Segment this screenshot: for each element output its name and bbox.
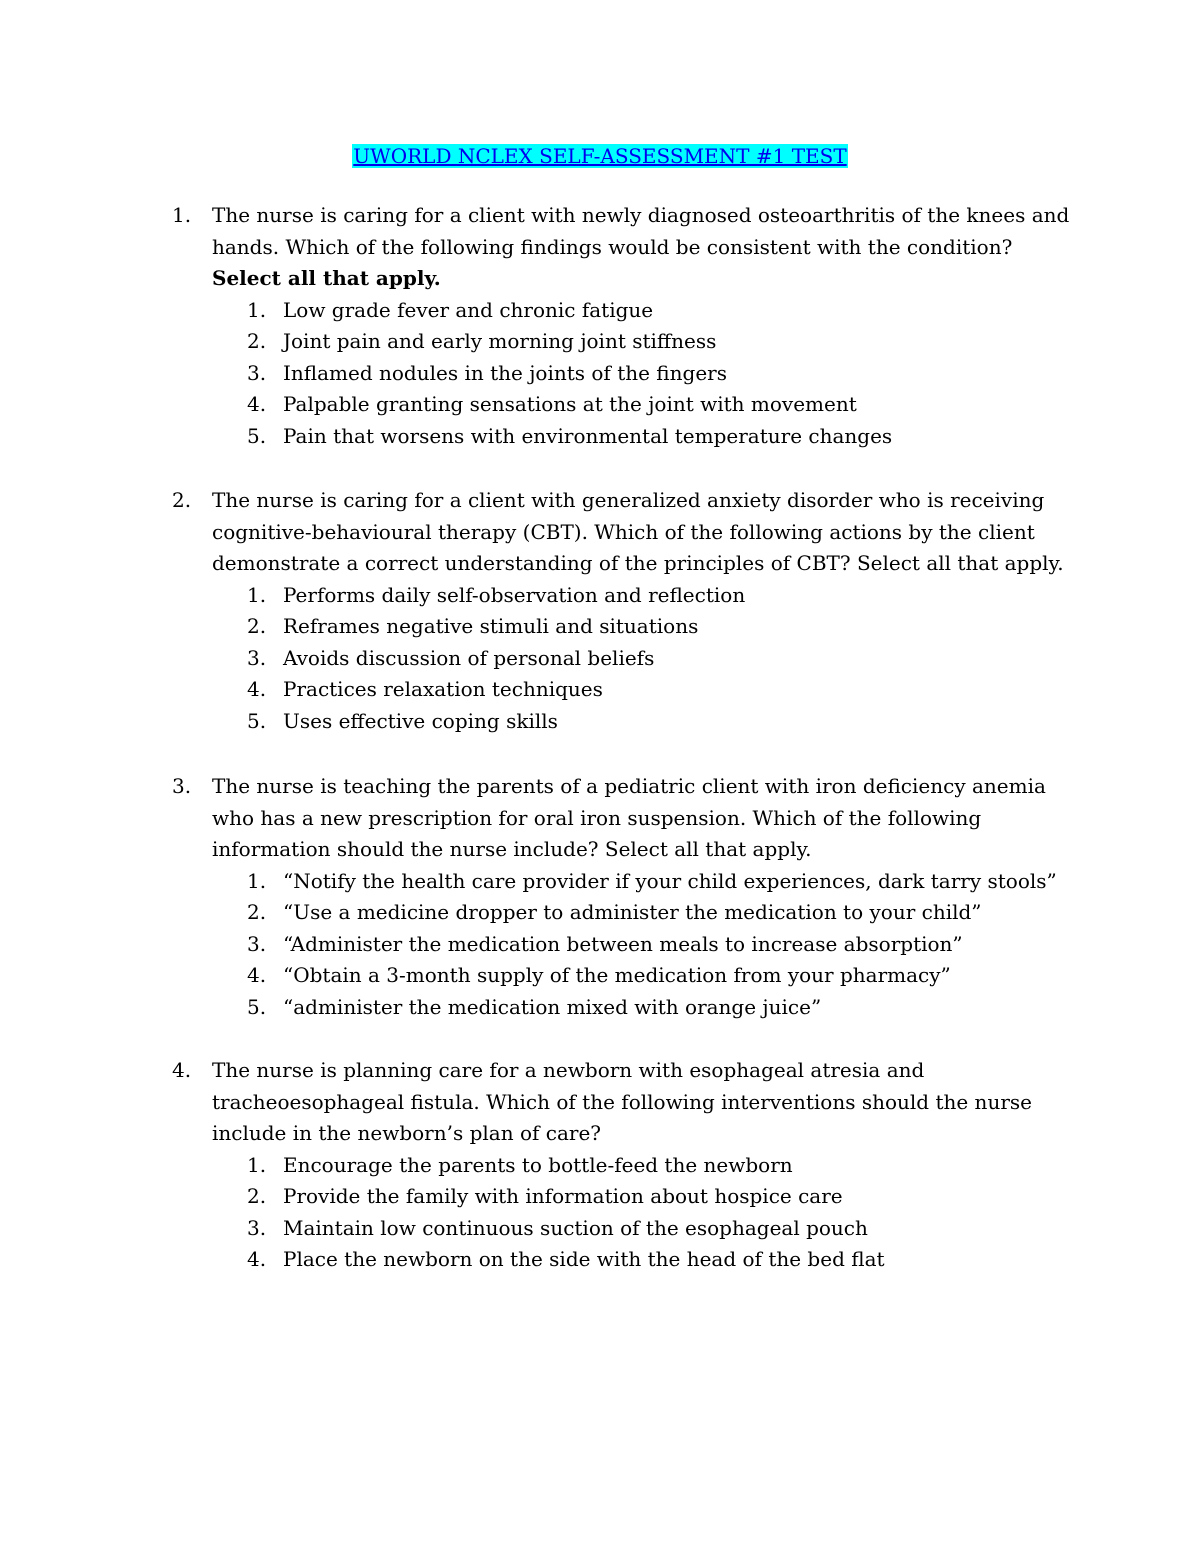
question-text-line: The nurse is caring for a client with newly diagnosed osteoarthritis of the knees and bbox=[212, 203, 1070, 227]
option-number: 2. bbox=[247, 329, 267, 353]
answer-option bbox=[212, 295, 1072, 327]
question-text-line: cognitive-behavioural therapy (CBT). Which of the following actions by the client bbox=[212, 519, 1035, 544]
question-body bbox=[212, 485, 1072, 737]
option-text: Palpable granting sensations at the joint with movement bbox=[283, 392, 857, 416]
option-number: 5. bbox=[247, 708, 267, 733]
answer-option bbox=[212, 326, 1072, 358]
option-text: Joint pain and early morning joint stiffness bbox=[283, 329, 717, 353]
option-text: Encourage the parents to bottle-feed the newborn bbox=[283, 1152, 793, 1177]
option-number: 1. bbox=[247, 868, 267, 893]
answer-option bbox=[212, 674, 1072, 706]
answer-option bbox=[212, 866, 1072, 898]
document-title-text: UWORLD NCLEX SELF-ASSESSMENT #1 TEST bbox=[353, 144, 847, 168]
question-text-line: tracheoesophageal fistula. Which of the following interventions should the nurse bbox=[212, 1089, 1032, 1114]
option-text: “administer the medication mixed with orange juice” bbox=[283, 994, 822, 1019]
answer-option bbox=[212, 1181, 1072, 1213]
option-text: Low grade fever and chronic fatigue bbox=[283, 297, 654, 322]
question-body bbox=[212, 771, 1072, 1023]
option-number: 5. bbox=[247, 994, 267, 1019]
question-number: 2. bbox=[172, 488, 192, 512]
question-number: 3. bbox=[172, 774, 192, 798]
option-number: 3. bbox=[247, 360, 267, 385]
option-number: 3. bbox=[247, 1215, 267, 1240]
question-body bbox=[212, 1055, 1072, 1276]
answer-option bbox=[212, 421, 1072, 453]
option-number: 1. bbox=[247, 1152, 267, 1177]
answer-option bbox=[212, 706, 1072, 738]
option-text: “Administer the medication between meals to increase absorption” bbox=[283, 931, 963, 956]
answer-options bbox=[212, 295, 1072, 453]
option-text: Uses effective coping skills bbox=[283, 708, 558, 733]
question-number: 1. bbox=[172, 203, 192, 227]
question-text-line: The nurse is caring for a client with generalized anxiety disorder who is receiving bbox=[212, 488, 1045, 512]
answer-option bbox=[212, 389, 1072, 421]
option-text: Provide the family with information about hospice care bbox=[283, 1184, 843, 1208]
option-text: “Obtain a 3-month supply of the medication from your pharmacy” bbox=[283, 963, 951, 987]
option-text: Pain that worsens with environmental temperature changes bbox=[283, 423, 893, 448]
answer-option bbox=[212, 992, 1072, 1024]
answer-option bbox=[212, 897, 1072, 929]
answer-option bbox=[212, 611, 1072, 643]
option-number: 4. bbox=[247, 677, 267, 701]
question-text-line: information should the nurse include? Select all that apply. bbox=[212, 837, 812, 861]
option-number: 3. bbox=[247, 931, 267, 956]
answer-option bbox=[212, 580, 1072, 612]
option-number: 3. bbox=[247, 645, 267, 670]
answer-option bbox=[212, 358, 1072, 390]
option-text: Performs daily self-observation and reflection bbox=[283, 582, 746, 607]
option-text: Reframes negative stimuli and situations bbox=[283, 614, 699, 638]
answer-option bbox=[212, 960, 1072, 992]
question-text-line: The nurse is planning care for a newborn with esophageal atresia and bbox=[212, 1058, 925, 1082]
option-text: Avoids discussion of personal beliefs bbox=[283, 645, 655, 670]
option-text: “Use a medicine dropper to administer the medication to your child” bbox=[283, 900, 982, 924]
answer-option bbox=[212, 1244, 1072, 1276]
answer-option bbox=[212, 929, 1072, 961]
answer-option bbox=[212, 643, 1072, 675]
select-all-instruction: Select all that apply. bbox=[212, 266, 441, 290]
option-number: 1. bbox=[247, 582, 267, 607]
answer-options bbox=[212, 866, 1072, 1024]
question-body bbox=[212, 200, 1072, 452]
option-text: Practices relaxation techniques bbox=[283, 677, 603, 701]
option-number: 1. bbox=[247, 297, 267, 322]
option-number: 4. bbox=[247, 1247, 267, 1271]
question-text-line: hands. Which of the following findings would be consistent with the condition? bbox=[212, 234, 1013, 259]
option-number: 2. bbox=[247, 900, 267, 924]
question-text-line: include in the newborn’s plan of care? bbox=[212, 1121, 602, 1145]
answer-option bbox=[212, 1150, 1072, 1182]
question-text-line: who has a new prescription for oral iron suspension. Which of the following bbox=[212, 805, 982, 830]
question-text-line: The nurse is teaching the parents of a pediatric client with iron deficiency anemia bbox=[212, 774, 1046, 798]
option-number: 4. bbox=[247, 963, 267, 987]
option-text: Place the newborn on the side with the head of the bed flat bbox=[283, 1247, 885, 1271]
option-number: 2. bbox=[247, 1184, 267, 1208]
option-text: “Notify the health care provider if your child experiences, dark tarry stools” bbox=[283, 868, 1057, 893]
answer-options bbox=[212, 580, 1072, 738]
option-text: Inflamed nodules in the joints of the fingers bbox=[283, 360, 727, 385]
option-text: Maintain low continuous suction of the esophageal pouch bbox=[283, 1215, 868, 1240]
option-number: 4. bbox=[247, 392, 267, 416]
document-title bbox=[0, 142, 1200, 170]
option-number: 2. bbox=[247, 614, 267, 638]
question-text-line: demonstrate a correct understanding of the principles of CBT? Select all that apply. bbox=[212, 551, 1064, 575]
option-number: 5. bbox=[247, 423, 267, 448]
question-number: 4. bbox=[172, 1058, 192, 1082]
answer-option bbox=[212, 1213, 1072, 1245]
answer-options bbox=[212, 1150, 1072, 1276]
